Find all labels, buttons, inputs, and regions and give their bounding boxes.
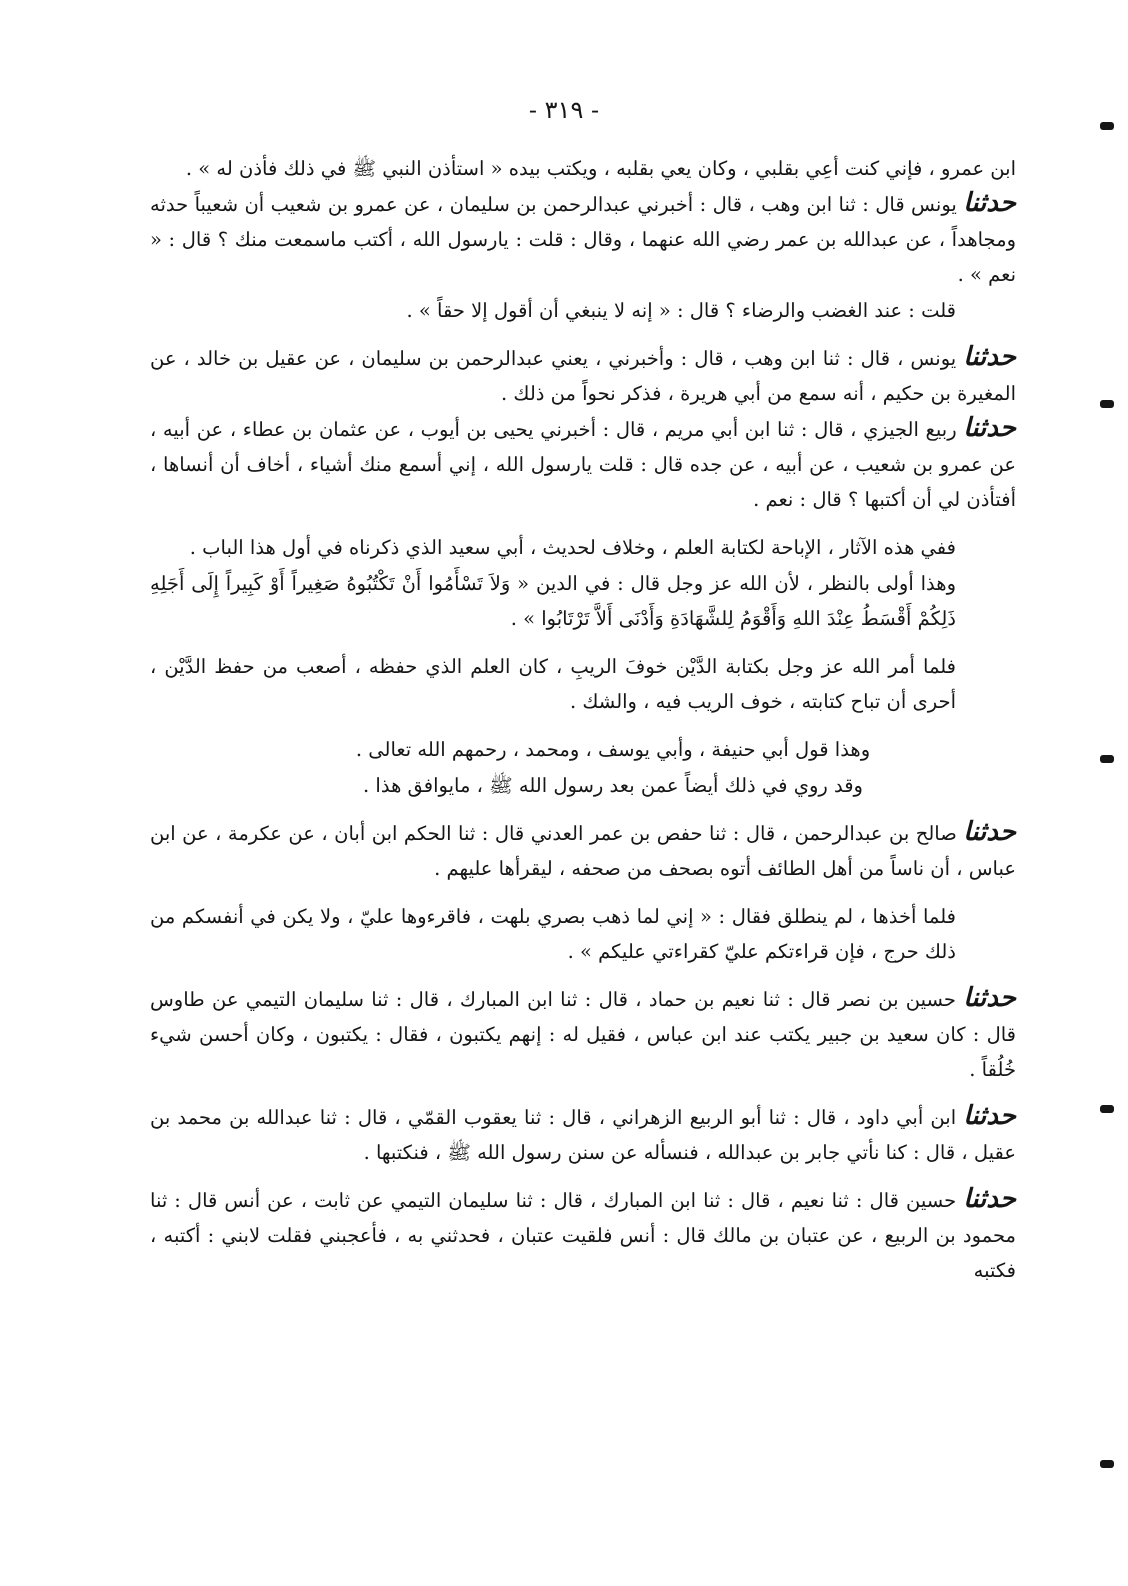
paragraph-text: قلت : عند الغضب والرضاء ؟ قال : « إنه لا ينبغي أن أقول إلا حقاً » . — [406, 299, 956, 322]
paragraph — [150, 815, 1016, 886]
paragraph — [150, 648, 1016, 719]
paragraph-text: حسين قال : ثنا نعيم ، قال : ثنا ابن المبارك ، قال : ثنا سليمان التيمي عن ثابت ، عن أنس قال : ثنا محمود بن الربيع ، عن عتبان بن مالك قال : أنس فلقيت عتبان ، فحدثني به ، فأعجبني فقلت لابني : أكتبه ، فكتبه — [150, 1189, 1016, 1282]
paragraph-text: ابن عمرو ، فإني كنت أعِي بقلبي ، وكان يعي بقلبه ، ويكتب بيده « استأذن النبي ﷺ في ذلك فأذن له » . — [185, 157, 1016, 180]
hadith-keyword: حدثنا — [963, 413, 1016, 443]
scan-edge-mark — [1100, 1105, 1114, 1113]
hadith-keyword: حدثنا — [963, 817, 1016, 847]
hadith-keyword: حدثنا — [963, 983, 1016, 1013]
paragraph — [150, 292, 1016, 328]
page-number: - ٣١٩ - — [528, 96, 600, 124]
paragraph-text: ابن أبي داود ، قال : ثنا أبو الربيع الزهراني ، قال : ثنا يعقوب القمّي ، قال : ثنا عبدالله بن محمد بن عقيل ، قال : كنا نأتي جابر بن عبدالله ، فنسأله عن سنن رسول الله ﷺ ، فنكتبها . — [150, 1106, 1016, 1164]
paragraph-text: وهذا قول أبي حنيفة ، وأبي يوسف ، ومحمد ، رحمهم الله تعالى . — [355, 738, 871, 761]
hadith-keyword: حدثنا — [963, 1184, 1016, 1214]
paragraph — [150, 411, 1016, 517]
paragraph-text: فلما أخذها ، لم ينطلق فقال : « إني لما ذهب بصري بلهت ، فاقرءوها عليّ ، ولا يكن في أنفسكم من ذلك حرج ، فإن قراءتكم عليّ كقراءتي عليكم » . — [150, 905, 956, 963]
scan-edge-mark — [1100, 400, 1114, 408]
paragraph-text: صالح بن عبدالرحمن ، قال : ثنا حفص بن عمر العدني قال : ثنا الحكم ابن أبان ، عن عكرمة ، عن ابن عباس ، أن ناساً من أهل الطائف أتوه بصحف من صحفه ، ليقرأها عليهم . — [150, 822, 1016, 880]
paragraph — [150, 898, 1016, 969]
hadith-keyword: حدثنا — [963, 188, 1016, 218]
paragraph — [150, 1182, 1016, 1288]
hadith-keyword: حدثنا — [963, 1101, 1016, 1131]
paragraph-text: فلما أمر الله عز وجل بكتابة الدَّيْن خوفَ الريبِ ، كان العلم الذي حفظه ، أصعب من حفظ الدَّيْن ، أحرى أن تباح كتابته ، خوف الريب فيه ، والشك . — [150, 655, 956, 713]
paragraph — [150, 767, 1016, 803]
paragraph — [150, 981, 1016, 1087]
paragraph — [150, 340, 1016, 411]
paragraph — [150, 529, 1016, 565]
paragraph-text: وقد روي في ذلك أيضاً عمن بعد رسول الله ﷺ ، مايوافق هذا . — [363, 774, 863, 797]
paragraph-text: ربيع الجيزي ، قال : ثنا ابن أبي مريم ، قال : أخبرني يحيى بن أيوب ، عن عثمان بن عطاء ، عن أبيه ، عن عمرو بن شعيب ، عن أبيه ، عن جده قال : قلت يارسول الله ، إني أسمع منك أشياء ، أخاف أن أنساها ، أفتأذن لي أن أكتبها ؟ قال : نعم . — [150, 418, 1016, 511]
paragraph — [150, 565, 1016, 636]
paragraph-text: حسين بن نصر قال : ثنا نعيم بن حماد ، قال : ثنا ابن المبارك ، قال : ثنا سليمان التيمي عن طاوس قال : كان سعيد بن جبير يكتب عند ابن عباس ، فقيل له : إنهم يكتبون ، فقال : يكتبون ، وكان أحسن شيء خُلُقاً . — [150, 988, 1016, 1081]
paragraph — [150, 186, 1016, 292]
paragraph-text: يونس قال : ثنا ابن وهب ، قال : أخبرني عبدالرحمن بن سليمان ، عن عمرو بن شعيب أن شعيباً حدثه ومجاهداً ، عن عبدالله بن عمر رضي الله عنهما ، وقال : قلت : يارسول الله ، أكتب ماسمعت منك ؟ قال : « نعم » . — [150, 193, 1016, 286]
paragraph-text: ففي هذه الآثار ، الإباحة لكتابة العلم ، وخلاف لحديث ، أبي سعيد الذي ذكرناه في أول هذا الباب . — [189, 536, 956, 559]
paragraph-text: يونس ، قال : ثنا ابن وهب ، قال : وأخبرني ، يعني عبدالرحمن بن سليمان ، عن عقيل بن خالد ، عن المغيرة بن حكيم ، أنه سمع من أبي هريرة ، فذكر نحواً من ذلك . — [150, 347, 1016, 405]
scan-edge-mark — [1100, 755, 1114, 763]
scan-edge-mark — [1100, 122, 1114, 130]
paragraph — [150, 150, 1016, 186]
scan-edge-mark — [1100, 1460, 1114, 1468]
paragraph — [150, 731, 1016, 767]
hadith-keyword: حدثنا — [963, 342, 1016, 372]
quran-verse: وهذا أولى بالنظر ، لأن الله عز وجل قال : في الدين « وَلاَ تَسْأَمُوا أَنْ تَكْتُبُوهُ صَغِيراً أَوْ كَبِيراً إِلَى أَجَلِهِ ذَلِكُمْ أَقْسَطُ عِنْدَ اللهِ وَأَقْوَمُ لِلشَّهَادَةِ وَأَدْنَى أَلاَّ تَرْتَابُوا » . — [150, 572, 956, 630]
paragraph — [150, 1099, 1016, 1170]
page-text — [150, 150, 1016, 1288]
